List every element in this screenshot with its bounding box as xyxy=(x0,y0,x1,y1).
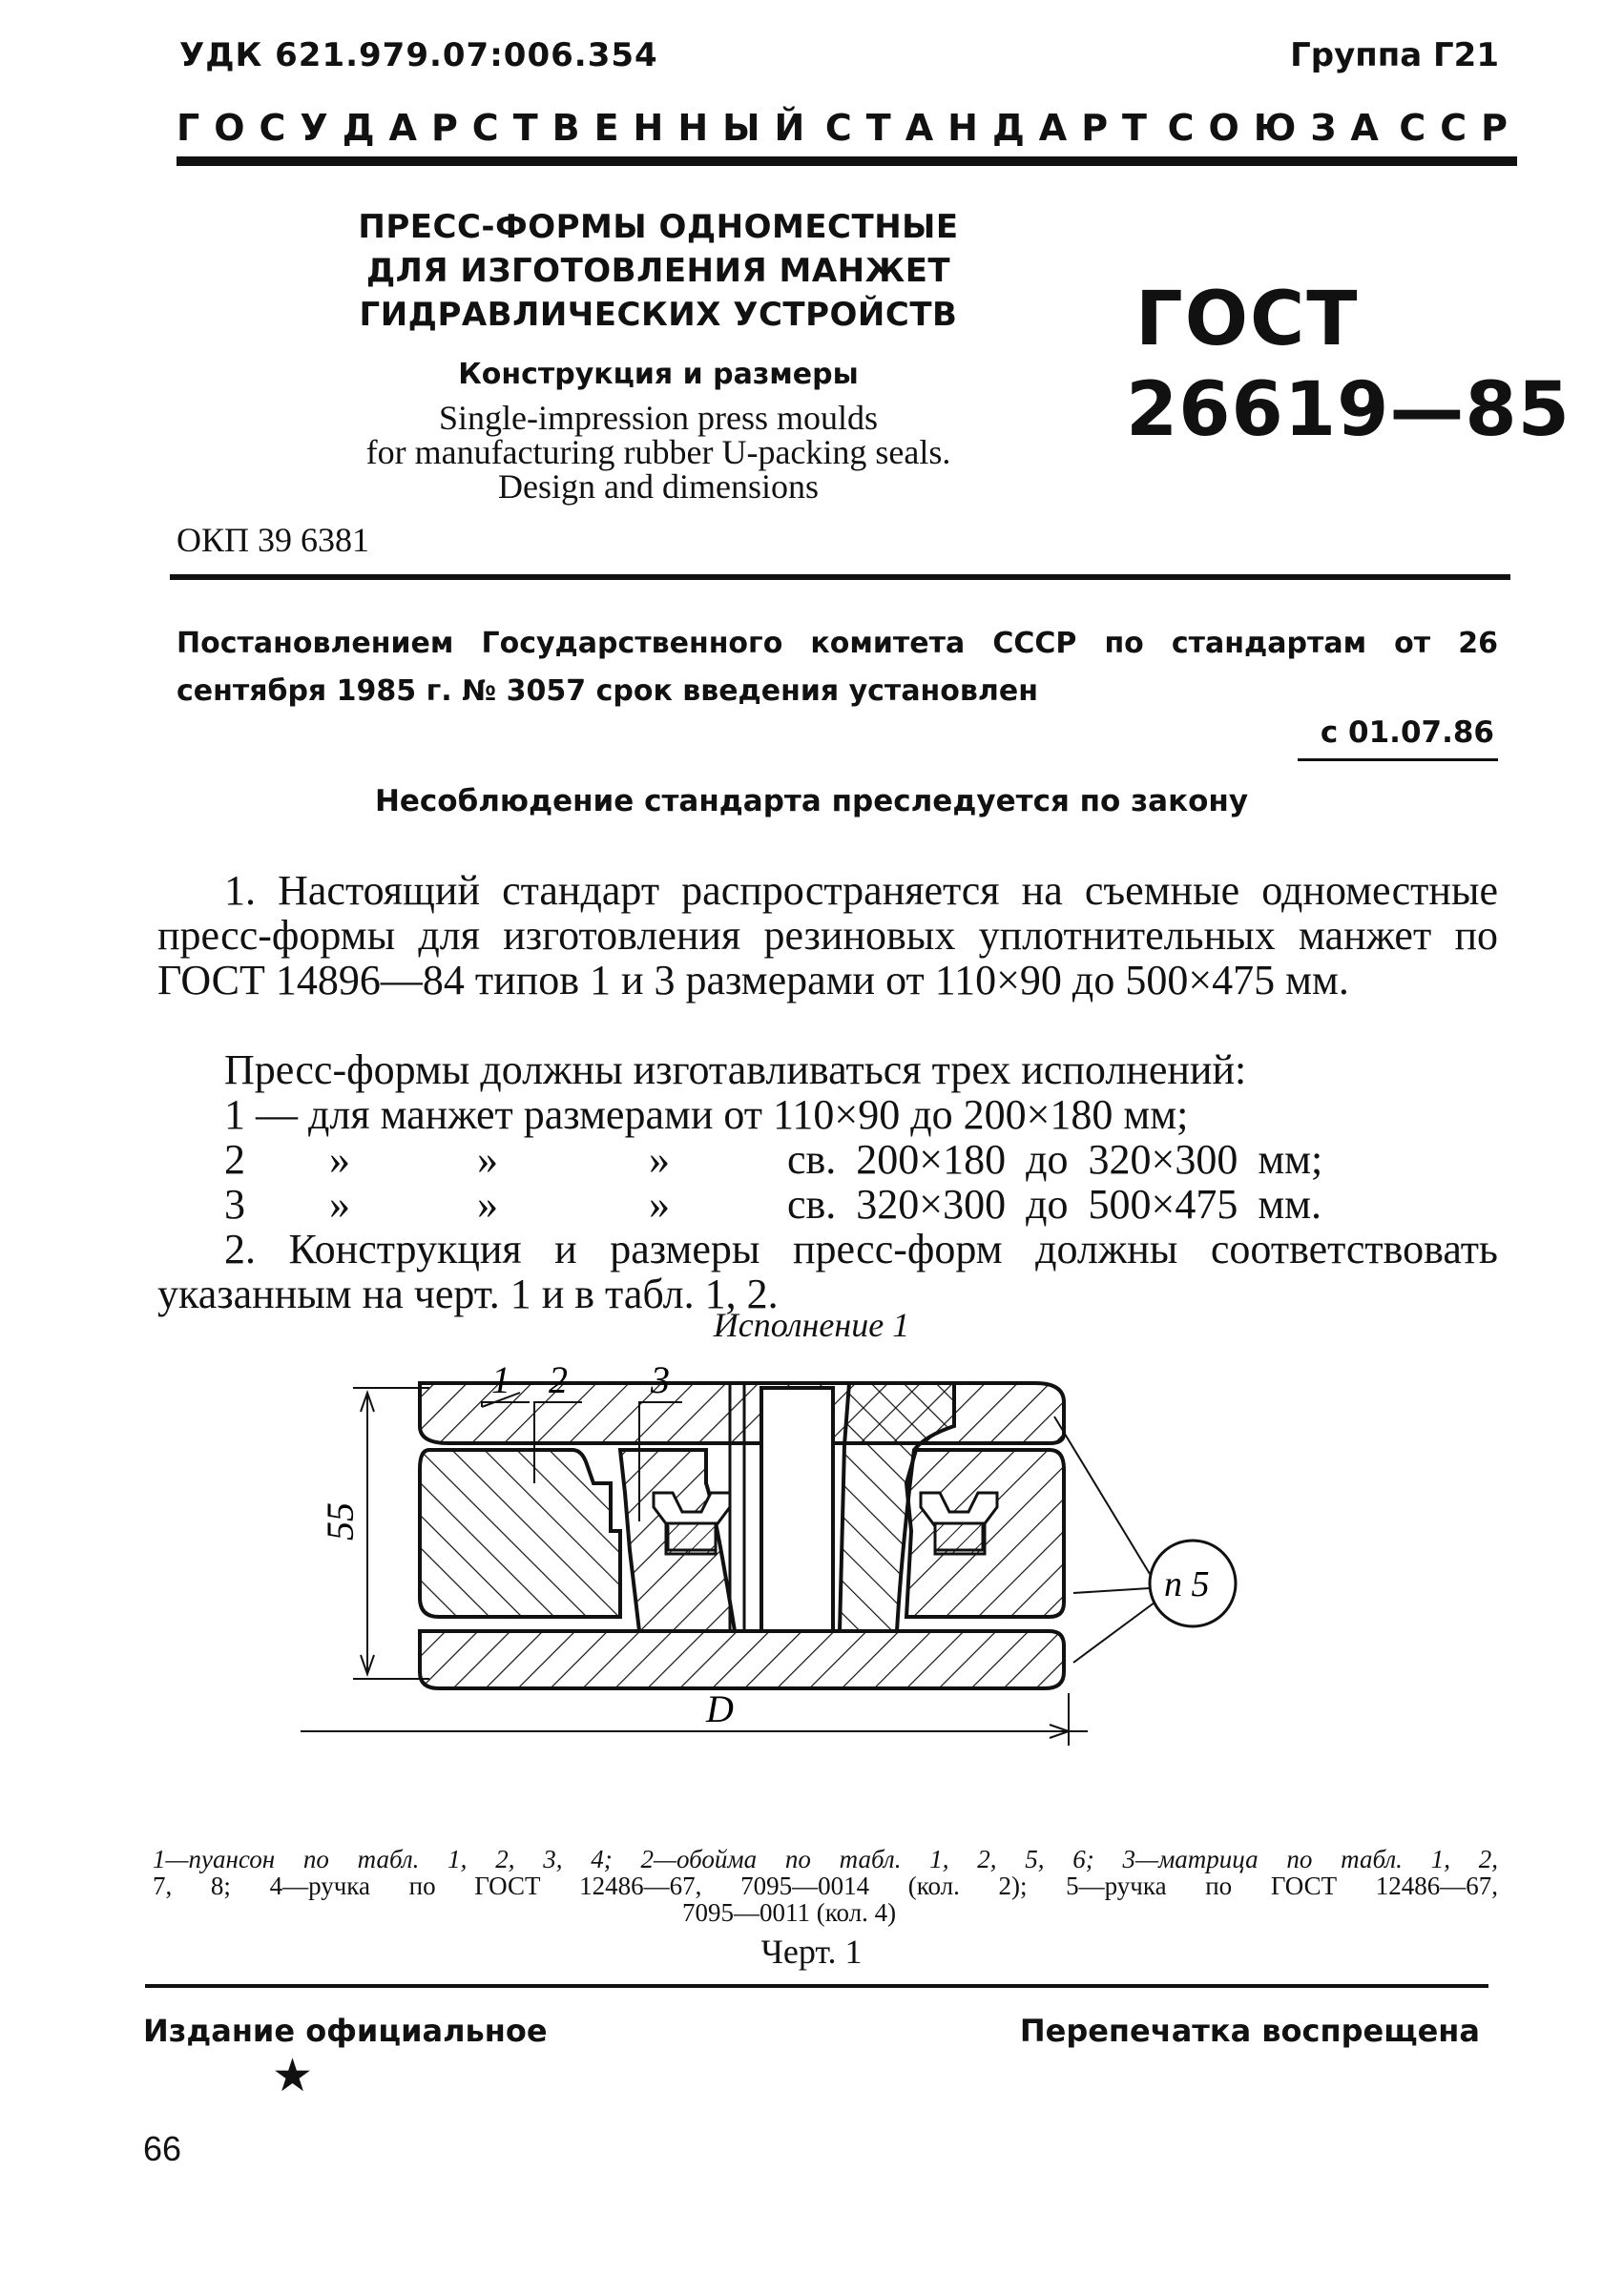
legend-line: 1—пуансон по табл. 1, 2, 3, 4; 2—обойма по табл. 1, 2, 5, 6; 3—матрица по табл. 1, 2, xyxy=(153,1845,1498,1873)
paragraph-2: Пресс-формы должны изготавливаться трех исполнений: xyxy=(224,1046,1247,1093)
english-title-line: Design and dimensions xyxy=(498,467,819,506)
heading-word: ССР xyxy=(1399,107,1522,149)
footer-rule xyxy=(145,1984,1488,1988)
d-dimension-label: D xyxy=(706,1687,734,1730)
edition-note: Издание официальное xyxy=(143,2013,548,2049)
figure-legend xyxy=(153,1846,1498,1926)
callout-3: 3 xyxy=(651,1359,670,1401)
page-number: 66 xyxy=(143,2129,182,2168)
english-title-line: Single-impression press moulds xyxy=(439,399,878,437)
okp-code: ОКП 39 6381 xyxy=(177,521,370,559)
ditto-mark: » xyxy=(477,1181,498,1228)
gost-number: 26619—85 xyxy=(1126,367,1571,453)
press-mould-drawing xyxy=(296,1359,1364,1827)
central-pin xyxy=(761,1388,833,1631)
callout-1: 1 xyxy=(491,1359,510,1401)
execution-1-line: 1 — для манжет размерами от 110×90 до 200×180 мм; xyxy=(224,1091,1189,1138)
execution-3-number: 3 xyxy=(224,1181,245,1228)
decree-text: Постановлением Государственного комитета СССР по стандартам от 26 сентября 1985 г. № 3057 срок введения установлен xyxy=(177,627,1498,708)
title-rule xyxy=(170,574,1510,580)
execution-2-number: 2 xyxy=(224,1136,245,1183)
callout-2: 2 xyxy=(549,1359,568,1401)
ditto-mark: » xyxy=(649,1181,670,1228)
effective-date: с 01.07.86 xyxy=(1320,715,1494,750)
udk-code: УДК 621.979.07:006.354 xyxy=(179,36,658,74)
title-line: ПРЕСС-ФОРМЫ ОДНОМЕСТНЫЕ xyxy=(358,208,959,246)
subtitle: Конструкция и размеры xyxy=(458,358,859,391)
balloon-label: п 5 xyxy=(1164,1564,1210,1604)
heading-word: СТАНДАРТ xyxy=(824,107,1161,149)
paragraph-3: 2. Конструкция и размеры пресс-форм должны соответствовать указанным на черт. 1 и в табл. 1, 2. xyxy=(157,1226,1498,1317)
holder-left xyxy=(420,1450,620,1617)
seal-left-insert xyxy=(666,1523,716,1554)
ditto-mark: » xyxy=(649,1136,670,1183)
header-rule xyxy=(177,156,1517,166)
title-line: ГИДРАВЛИЧЕСКИХ УСТРОЙСТВ xyxy=(359,296,958,334)
legend-line: 7, 8; 4—ручка по ГОСТ 12486—67, 7095—0014 (кол. 2); 5—ручка по ГОСТ 12486—67, xyxy=(153,1872,1498,1900)
seal-right-insert xyxy=(935,1523,985,1554)
ditto-mark: » xyxy=(329,1181,350,1228)
execution-2-range: св. 200×180 до 320×300 мм; xyxy=(787,1136,1323,1183)
date-underline xyxy=(1298,758,1498,761)
gost-label: ГОСТ xyxy=(1135,277,1360,362)
heading-word: ГОСУДАРСТВЕННЫЙ xyxy=(177,107,820,149)
balloon-leader-bottom xyxy=(1073,1603,1155,1663)
balloon-leader-mid xyxy=(1073,1588,1150,1593)
legend-line: 7095—0011 (кол. 4) xyxy=(682,1898,897,1927)
state-standard-heading xyxy=(177,107,1522,149)
ditto-mark: » xyxy=(329,1136,350,1183)
figure-top-caption: Исполнение 1 xyxy=(713,1306,910,1344)
punch-top-plate xyxy=(420,1383,1064,1443)
star-icon: ★ xyxy=(272,2051,314,2101)
reprint-note: Перепечатка воспрещена xyxy=(1019,2013,1480,2049)
noncompliance-notice: Несоблюдение стандарта преследуется по закону xyxy=(374,784,1249,818)
group-code: Группа Г21 xyxy=(1290,36,1499,74)
bottom-plate xyxy=(420,1631,1064,1688)
balloon-leader-top xyxy=(1054,1417,1150,1574)
ditto-mark: » xyxy=(477,1136,498,1183)
english-title-line: for manufacturing rubber U-packing seals. xyxy=(365,433,951,471)
paragraph-1: 1. Настоящий стандарт распространяется на съемные одноместные пресс-формы для изготовления резиновых уплотнительных манжет по ГОСТ 14896—84 типов 1 и 3 размерами от 110×90 до 500×475 мм. xyxy=(157,867,1498,1003)
execution-3-range: св. 320×300 до 500×475 мм. xyxy=(787,1181,1322,1228)
height-dimension-label: 55 xyxy=(319,1502,362,1541)
title-line: ДЛЯ ИЗГОТОВЛЕНИЯ МАНЖЕТ xyxy=(365,252,951,290)
heading-word: СОЮЗА xyxy=(1167,107,1393,149)
title-block xyxy=(305,205,1011,504)
figure-caption: Черт. 1 xyxy=(760,1933,863,1971)
